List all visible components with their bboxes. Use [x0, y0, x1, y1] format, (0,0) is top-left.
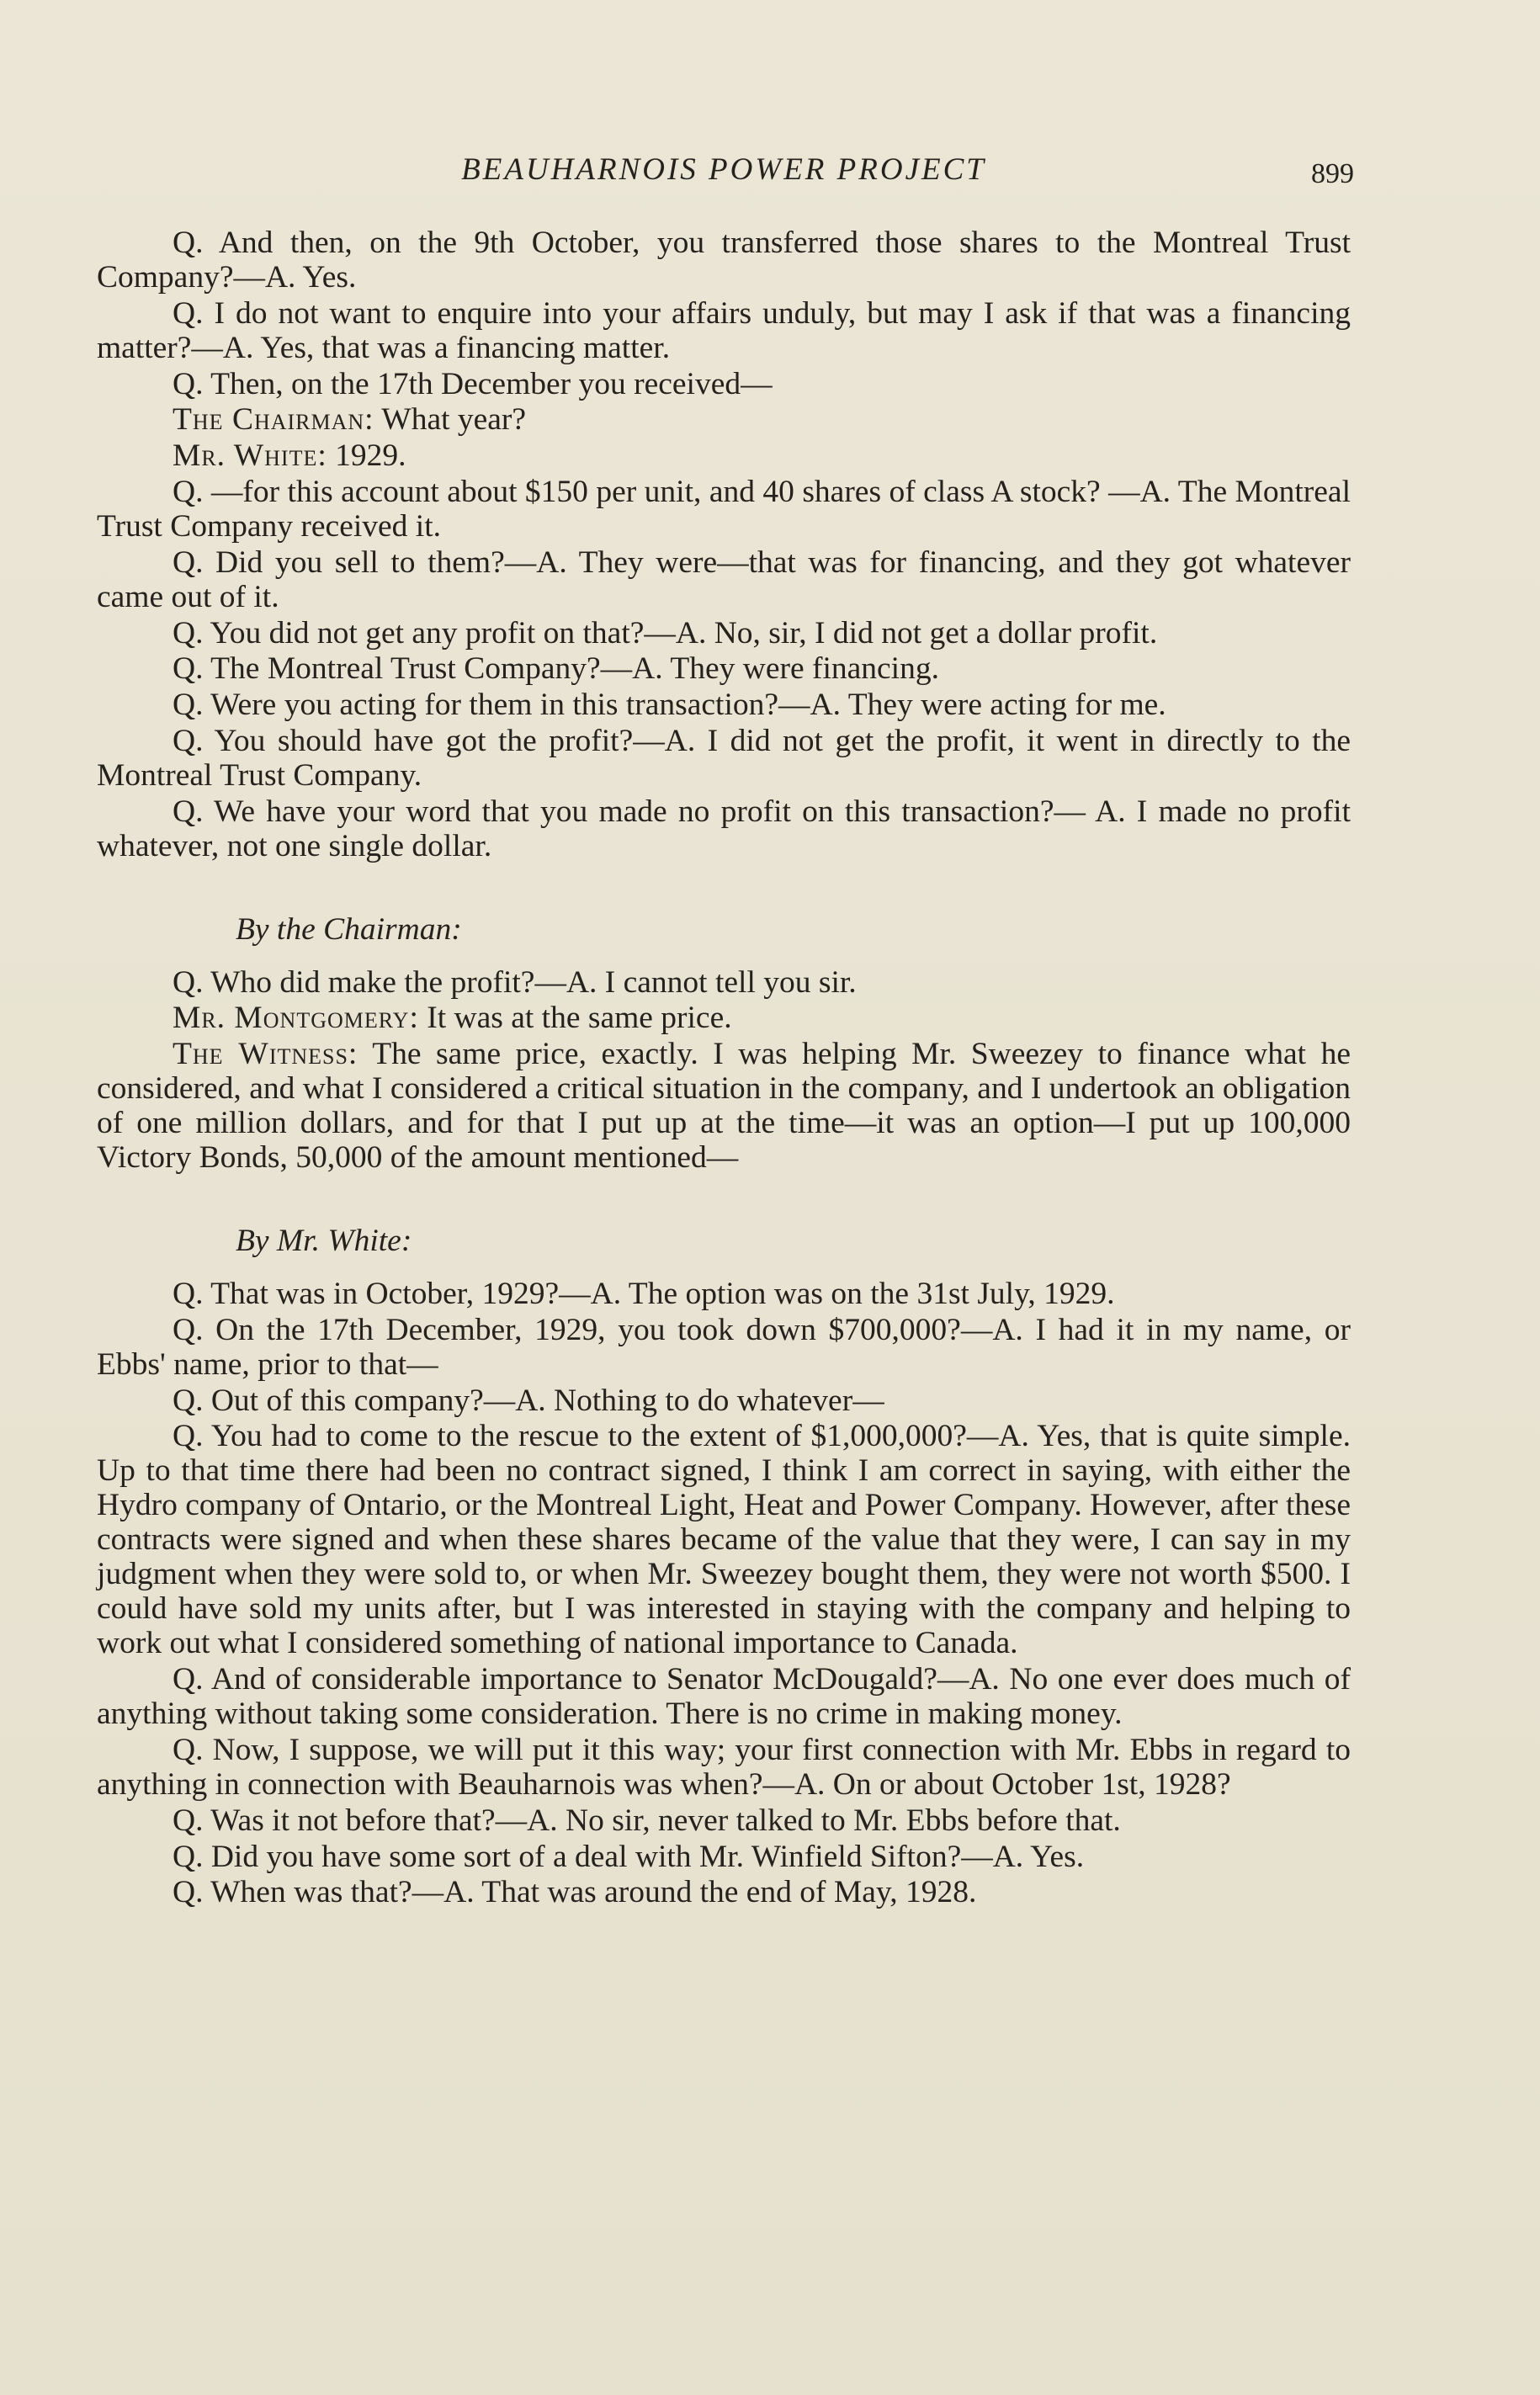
paragraph: Q. And of considerable importance to Senator McDougald?—A. No one ever does much of anything without taking some consideration. There is no crime in making money. [97, 1662, 1351, 1732]
speaker-name: The Chairman: [173, 402, 374, 438]
speaker-name: The Witness: [173, 1037, 358, 1072]
paragraph: Q. That was in October, 1929?—A. The option was on the 31st July, 1929. [173, 1276, 1115, 1311]
paragraph: Q. Then, on the 17th December you received— [173, 366, 773, 401]
paragraph: Q. I do not want to enquire into your affairs unduly, but may I ask if that was a financing matter?—A. Yes, that was a financing matter. [97, 295, 1351, 365]
paragraph: Q. Did you sell to them?—A. They were—that was for financing, and they got whatever came out of it. [97, 544, 1351, 614]
speaker-paragraph [97, 402, 1351, 437]
paragraph: Q. Did you have some sort of a deal with Mr. Winfield Sifton?—A. Yes. [173, 1839, 1085, 1874]
speaker-text: It was at the same price. [418, 1001, 732, 1036]
examiner-byline: By the Chairman: [236, 911, 462, 947]
paragraph: Q. On the 17th December, 1929, you took down $700,000?—A. I had it in my name, or Ebbs' name, prior to that— [97, 1312, 1351, 1382]
paragraph: Q. Were you acting for them in this transaction?—A. They were acting for me. [173, 688, 1166, 723]
speaker-paragraph [97, 438, 1351, 473]
paragraph: Q. We have your word that you made no profit on this transaction?— A. I made no profit whatever, not one single dollar. [97, 794, 1351, 863]
page-number: 899 [1311, 158, 1354, 189]
paragraph: Q. Was it not before that?—A. No sir, never talked to Mr. Ebbs before that. [173, 1803, 1121, 1838]
speaker-text: What year? [374, 402, 527, 438]
speaker-name: Mr. Montgomery: [173, 1001, 419, 1036]
paragraph: Q. The Montreal Trust Company?—A. They were financing. [173, 651, 939, 687]
examiner-byline: By Mr. White: [236, 1223, 412, 1258]
section-gap [97, 1176, 1351, 1224]
section-gap [97, 865, 1351, 912]
running-title: BEAUHARNOIS POWER PROJECT [461, 152, 986, 187]
speaker-paragraph [97, 1001, 1351, 1035]
paragraph: Q. And then, on the 9th October, you transferred those shares to the Montreal Trust Company?—A. Yes. [97, 226, 1351, 295]
paragraph: Q. —for this account about $150 per unit, and 40 shares of class A stock? —A. The Montreal Trust Company received it. [97, 474, 1351, 544]
page-body [97, 226, 1351, 1911]
paragraph: Q. You did not get any profit on that?—A. No, sir, I did not get a dollar profit. [173, 615, 1158, 651]
paragraph: Q. Who did make the profit?—A. I cannot tell you sir. [173, 964, 857, 1000]
paragraph: Q. You should have got the profit?—A. I did not get the profit, it went in directly to the Montreal Trust Company. [97, 723, 1351, 793]
page-header [97, 151, 1354, 194]
speaker-paragraph [97, 1037, 1351, 1175]
paragraph: Q. You had to come to the rescue to the extent of $1,000,000?—A. Yes, that is quite simple. Up to that time there had been no contract signed, I think I am correct in saying, with either the Hydro company of Ontario, or the Montreal Light, Heat and Power Company. However, after these contracts were signed and when these shares became of the value that they were, I can say in my judgment when they were sold to, or when Mr. Sweezey bought them, they were not worth $500. I could have sold my units after, but I was interested in staying with the company and helping to work out what I considered something of national importance to Canada. [97, 1419, 1351, 1661]
speaker-text: The same price, exactly. I was helping Mr. Sweezey to finance what he considered, and what I considered a critical situation in the company, and I undertook an obligation of one million dollars, and for that I put up at the time—it was an option—I put up 100,000 Victory Bonds, 50,000 of the amount mentioned— [97, 1037, 1351, 1176]
paragraph: Q. Out of this company?—A. Nothing to do whatever— [173, 1383, 884, 1418]
paragraph: Q. When was that?—A. That was around the end of May, 1928. [173, 1875, 977, 1910]
speaker-name: Mr. White: [173, 438, 327, 474]
paragraph: Q. Now, I suppose, we will put it this way; your first connection with Mr. Ebbs in regard to anything in connection with Beauharnois was when?—A. On or about October 1st, 1928? [97, 1732, 1351, 1802]
speaker-text: 1929. [327, 438, 406, 474]
